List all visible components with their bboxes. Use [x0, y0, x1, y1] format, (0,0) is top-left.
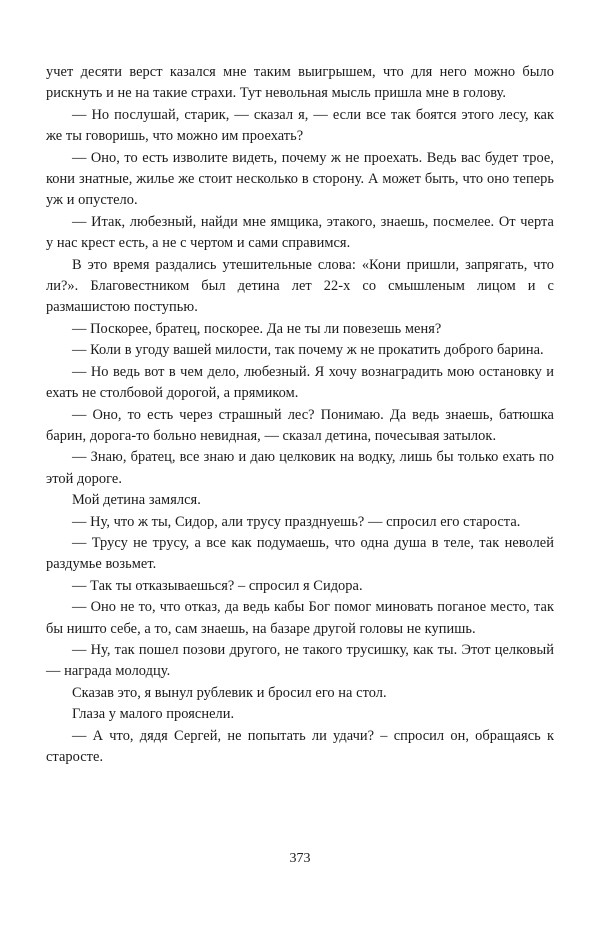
- paragraph: — Так ты отказываешься? – спросил я Сидора.: [72, 577, 363, 594]
- paragraph: — Итак, любезный, найди мне ямщика, этакого, знаешь, посмелее. От черта у нас крест есть, а не с чертом и сами справимся.: [46, 213, 554, 252]
- paragraph: — Коли в угоду вашей милости, так почему ж не прокатить доброго барина.: [72, 342, 544, 359]
- paragraph: Мой детина замялся.: [72, 492, 201, 509]
- paragraph: — Оно, то есть изволите видеть, почему ж не проехать. Ведь вас будет трое, кони знатные, жилье же стоит несколько в сторону. А может быть, что оно теперь уж и опустело.: [46, 149, 554, 209]
- paragraph: — Ну, так пошел позови другого, не такого трусишку, как ты. Этот целковый — награда молодцу.: [46, 641, 554, 680]
- page-text-column: [46, 62, 554, 768]
- paragraph: — Оно не то, что отказ, да ведь кабы Бог помог миновать поганое место, так бы ништо себе, а то, сам знаешь, на базаре другой головы не купишь.: [46, 599, 554, 637]
- paragraph: Сказав это, я вынул рублевик и бросил его на стол.: [72, 684, 387, 701]
- paragraph: — Ну, что ж ты, Сидор, али трусу празднуешь? — спросил его староста.: [72, 513, 521, 530]
- paragraph: В это время раздались утешительные слова: «Кони пришли, запрягать, что ли?». Благовестником был детина лет 22-х со смышленым лицом и с размашистою поступью.: [46, 256, 554, 316]
- paragraph: — Оно, то есть через страшный лес? Понимаю. Да ведь знаешь, батюшка барин, дорога-то больно невидная, — сказал детина, почесывая затылок.: [46, 406, 554, 444]
- paragraph: — Знаю, братец, все знаю и даю целковик на водку, лишь бы только ехать по этой дороге.: [46, 449, 554, 487]
- page-number: 373: [289, 851, 311, 866]
- paragraph: — Поскорее, братец, поскорее. Да не ты ли повезешь меня?: [72, 320, 442, 337]
- paragraph: учет десяти верст казался мне таким выигрышем, что для него можно было рискнуть и не на такие страхи. Тут невольная мысль пришла мне в голову.: [46, 64, 554, 102]
- paragraph: Глаза у малого прояснели.: [72, 706, 235, 723]
- paragraph: — А что, дядя Сергей, не попытать ли удачи? – спросил он, обращаясь к старосте.: [46, 727, 554, 765]
- paragraph: — Но ведь вот в чем дело, любезный. Я хочу вознаградить мою остановку и ехать не столбовой дорогой, а прямиком.: [46, 363, 554, 402]
- paragraph: — Трусу не трусу, а все как подумаешь, что одна душа в теле, так неволей раздумье возьмет.: [46, 534, 554, 573]
- paragraph: — Но послушай, старик, — сказал я, — если все так боятся этого лесу, как же ты говоришь, что можно им проехать?: [46, 106, 554, 145]
